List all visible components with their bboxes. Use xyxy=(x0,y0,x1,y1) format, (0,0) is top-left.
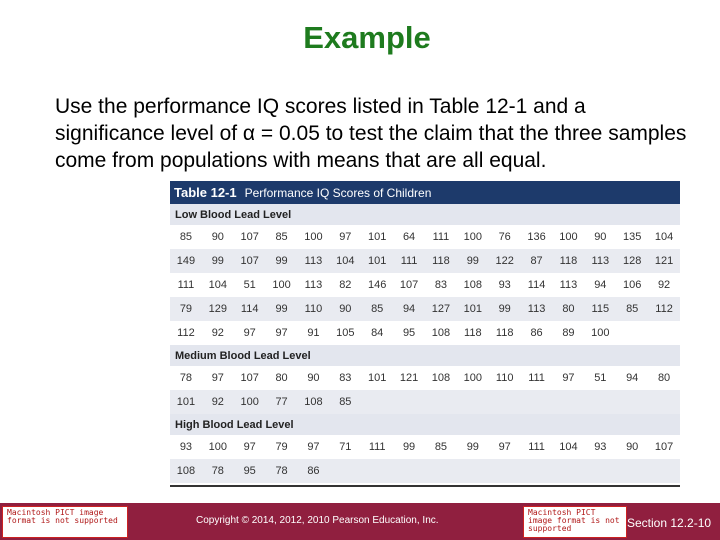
table-cell: 108 xyxy=(431,327,451,339)
table-cell: 51 xyxy=(594,372,607,384)
table-row xyxy=(170,366,680,390)
table-cell: 84 xyxy=(371,327,384,339)
table-cell: 77 xyxy=(275,396,288,408)
table-cell: 111 xyxy=(368,441,386,453)
table-cell: 91 xyxy=(307,327,320,339)
table-cell: 135 xyxy=(623,231,642,243)
table-cell: 64 xyxy=(402,231,416,243)
table-cell: 99 xyxy=(275,303,288,315)
table-cell: 79 xyxy=(275,441,288,453)
table-cell: 99 xyxy=(498,303,511,315)
table-cell: 121 xyxy=(654,255,674,267)
table-section-label: Medium Blood Lead Level xyxy=(170,345,680,366)
table-number: Table 12-1 xyxy=(174,185,237,200)
table-cell: 108 xyxy=(176,465,196,477)
table-cell: 97 xyxy=(562,372,575,384)
table-cell: 108 xyxy=(431,372,451,384)
pict-placeholder-image-2 xyxy=(523,506,627,538)
table-cell: 106 xyxy=(623,279,642,291)
table-caption: Performance IQ Scores of Children xyxy=(244,185,432,200)
table-cell: 118 xyxy=(432,255,450,267)
table-section-label: High Blood Lead Level xyxy=(170,414,680,435)
table-row xyxy=(170,225,680,249)
table-cell: 97 xyxy=(498,441,511,453)
table-cell: 113 xyxy=(559,279,578,291)
table-row xyxy=(170,321,680,345)
table-cell: 113 xyxy=(591,255,610,267)
table-cell: 100 xyxy=(240,396,259,408)
table-cell: 100 xyxy=(208,441,227,453)
table-cell: 80 xyxy=(275,372,288,384)
table-cell: 114 xyxy=(527,279,546,291)
table-cell: 146 xyxy=(368,279,387,291)
table-cell: 99 xyxy=(466,441,479,453)
table-cell: 80 xyxy=(657,372,671,384)
table-cell: 97 xyxy=(243,327,256,339)
table-cell: 97 xyxy=(275,327,288,339)
table-cell: 149 xyxy=(176,255,196,267)
slide-title: Example xyxy=(303,20,431,55)
table-cell: 111 xyxy=(400,255,418,267)
table-cell: 107 xyxy=(240,372,259,384)
table-cell: 104 xyxy=(336,255,355,267)
table-cell: 100 xyxy=(559,231,578,243)
table-cell: 90 xyxy=(307,372,320,384)
table-cell: 85 xyxy=(371,303,384,315)
table-cell: 71 xyxy=(339,441,352,453)
table-cell: 97 xyxy=(243,441,256,453)
table-cell: 118 xyxy=(495,327,514,339)
table-cell: 92 xyxy=(211,327,224,339)
table-cell: 85 xyxy=(275,231,288,243)
table-cell: 78 xyxy=(179,372,193,384)
table-cell: 93 xyxy=(594,441,607,453)
table-cell: 101 xyxy=(463,303,482,315)
table-cell: 105 xyxy=(336,327,355,339)
table-cell: 97 xyxy=(339,231,352,243)
table-cell: 111 xyxy=(432,231,450,243)
table-row xyxy=(170,273,680,297)
table-cell: 108 xyxy=(304,396,323,408)
footer-bar xyxy=(0,503,720,540)
table-row xyxy=(170,297,680,321)
table-cell: 118 xyxy=(559,255,578,267)
table-cell: 108 xyxy=(463,279,482,291)
table-cell: 90 xyxy=(339,303,352,315)
table-cell: 90 xyxy=(211,231,224,243)
table-cell: 86 xyxy=(530,327,543,339)
table-cell: 107 xyxy=(240,255,259,267)
table-cell: 51 xyxy=(243,279,256,291)
table-cell: 101 xyxy=(368,372,387,384)
table-cell: 94 xyxy=(402,303,416,315)
table-cell: 100 xyxy=(463,231,482,243)
table-cell: 114 xyxy=(240,303,259,315)
table-header xyxy=(170,181,680,204)
table-cell: 76 xyxy=(498,231,511,243)
table-cell: 80 xyxy=(562,303,575,315)
table-cell: 110 xyxy=(495,372,514,384)
table-cell: 101 xyxy=(368,255,387,267)
table-cell: 111 xyxy=(528,372,545,384)
table-row xyxy=(170,249,680,273)
table-cell: 99 xyxy=(466,255,479,267)
table-row xyxy=(170,435,680,459)
table-cell: 100 xyxy=(463,372,482,384)
table-cell: 78 xyxy=(275,465,288,477)
table-cell: 113 xyxy=(304,255,323,267)
table-cell: 100 xyxy=(272,279,291,291)
table-cell: 93 xyxy=(179,441,193,453)
body-text: Use the performance IQ scores listed in Table 12-1 and a significance level of α = 0.05 to test the claim that the three samples come from populations with means that are all equal. xyxy=(55,95,687,172)
pict-notice-text: Macintosh PICT image format is not supported xyxy=(7,508,118,525)
table-row xyxy=(170,390,680,414)
table-cell: 107 xyxy=(399,279,419,291)
table-cell: 101 xyxy=(176,396,196,408)
table-cell: 94 xyxy=(626,372,639,384)
table-cell: 93 xyxy=(498,279,511,291)
table-cell: 85 xyxy=(626,303,639,315)
table-cell: 83 xyxy=(339,372,352,384)
table-row xyxy=(170,459,680,483)
table-cell: 113 xyxy=(304,279,323,291)
section-number: Section 12.2-10 xyxy=(627,516,712,530)
table-cell: 92 xyxy=(657,279,671,291)
table-cell: 85 xyxy=(434,441,448,453)
table-cell: 86 xyxy=(307,465,320,477)
table-cell: 113 xyxy=(527,303,546,315)
table-cell: 127 xyxy=(431,303,451,315)
table-cell: 90 xyxy=(594,231,607,243)
table-cell: 112 xyxy=(177,327,195,339)
table-cell: 78 xyxy=(211,465,224,477)
table-body xyxy=(170,204,680,483)
iq-scores-table xyxy=(170,181,680,487)
table-cell: 99 xyxy=(275,255,288,267)
table-cell: 128 xyxy=(623,255,642,267)
table-cell: 97 xyxy=(307,441,320,453)
table-cell: 104 xyxy=(559,441,578,453)
table-section-label: Low Blood Lead Level xyxy=(170,204,680,225)
table-cell: 104 xyxy=(654,231,674,243)
table-cell: 122 xyxy=(495,255,514,267)
table-cell: 85 xyxy=(179,231,193,243)
table-cell: 121 xyxy=(399,372,419,384)
table-cell: 95 xyxy=(402,327,416,339)
table-cell: 118 xyxy=(464,327,482,339)
table-bottom-rule xyxy=(170,485,680,487)
table-cell: 111 xyxy=(177,279,195,291)
table-cell: 99 xyxy=(211,255,224,267)
table-cell: 100 xyxy=(591,327,610,339)
table-cell: 112 xyxy=(655,303,673,315)
table-cell: 95 xyxy=(243,465,256,477)
table-cell: 107 xyxy=(240,231,259,243)
copyright-text: Copyright © 2014, 2012, 2010 Pearson Education, Inc. xyxy=(196,515,439,526)
table-cell: 97 xyxy=(211,372,224,384)
pict-notice-text-2: Macintosh PICT image format is not supported xyxy=(528,508,620,533)
table-cell: 79 xyxy=(179,303,193,315)
table-cell: 99 xyxy=(402,441,416,453)
table-cell: 82 xyxy=(339,279,352,291)
table-cell: 94 xyxy=(594,279,607,291)
table-cell: 85 xyxy=(339,396,352,408)
table-cell: 104 xyxy=(208,279,227,291)
table-cell: 110 xyxy=(304,303,323,315)
table-cell: 90 xyxy=(626,441,639,453)
pict-placeholder-image xyxy=(2,506,128,538)
table-cell: 129 xyxy=(208,303,227,315)
table-cell: 136 xyxy=(527,231,546,243)
table-cell: 83 xyxy=(434,279,448,291)
table-cell: 111 xyxy=(528,441,545,453)
table-cell: 101 xyxy=(368,231,387,243)
table-cell: 87 xyxy=(530,255,543,267)
table-cell: 89 xyxy=(562,327,575,339)
table-cell: 115 xyxy=(591,303,610,315)
table-cell: 92 xyxy=(211,396,224,408)
table-cell: 100 xyxy=(304,231,323,243)
table-cell: 107 xyxy=(654,441,674,453)
